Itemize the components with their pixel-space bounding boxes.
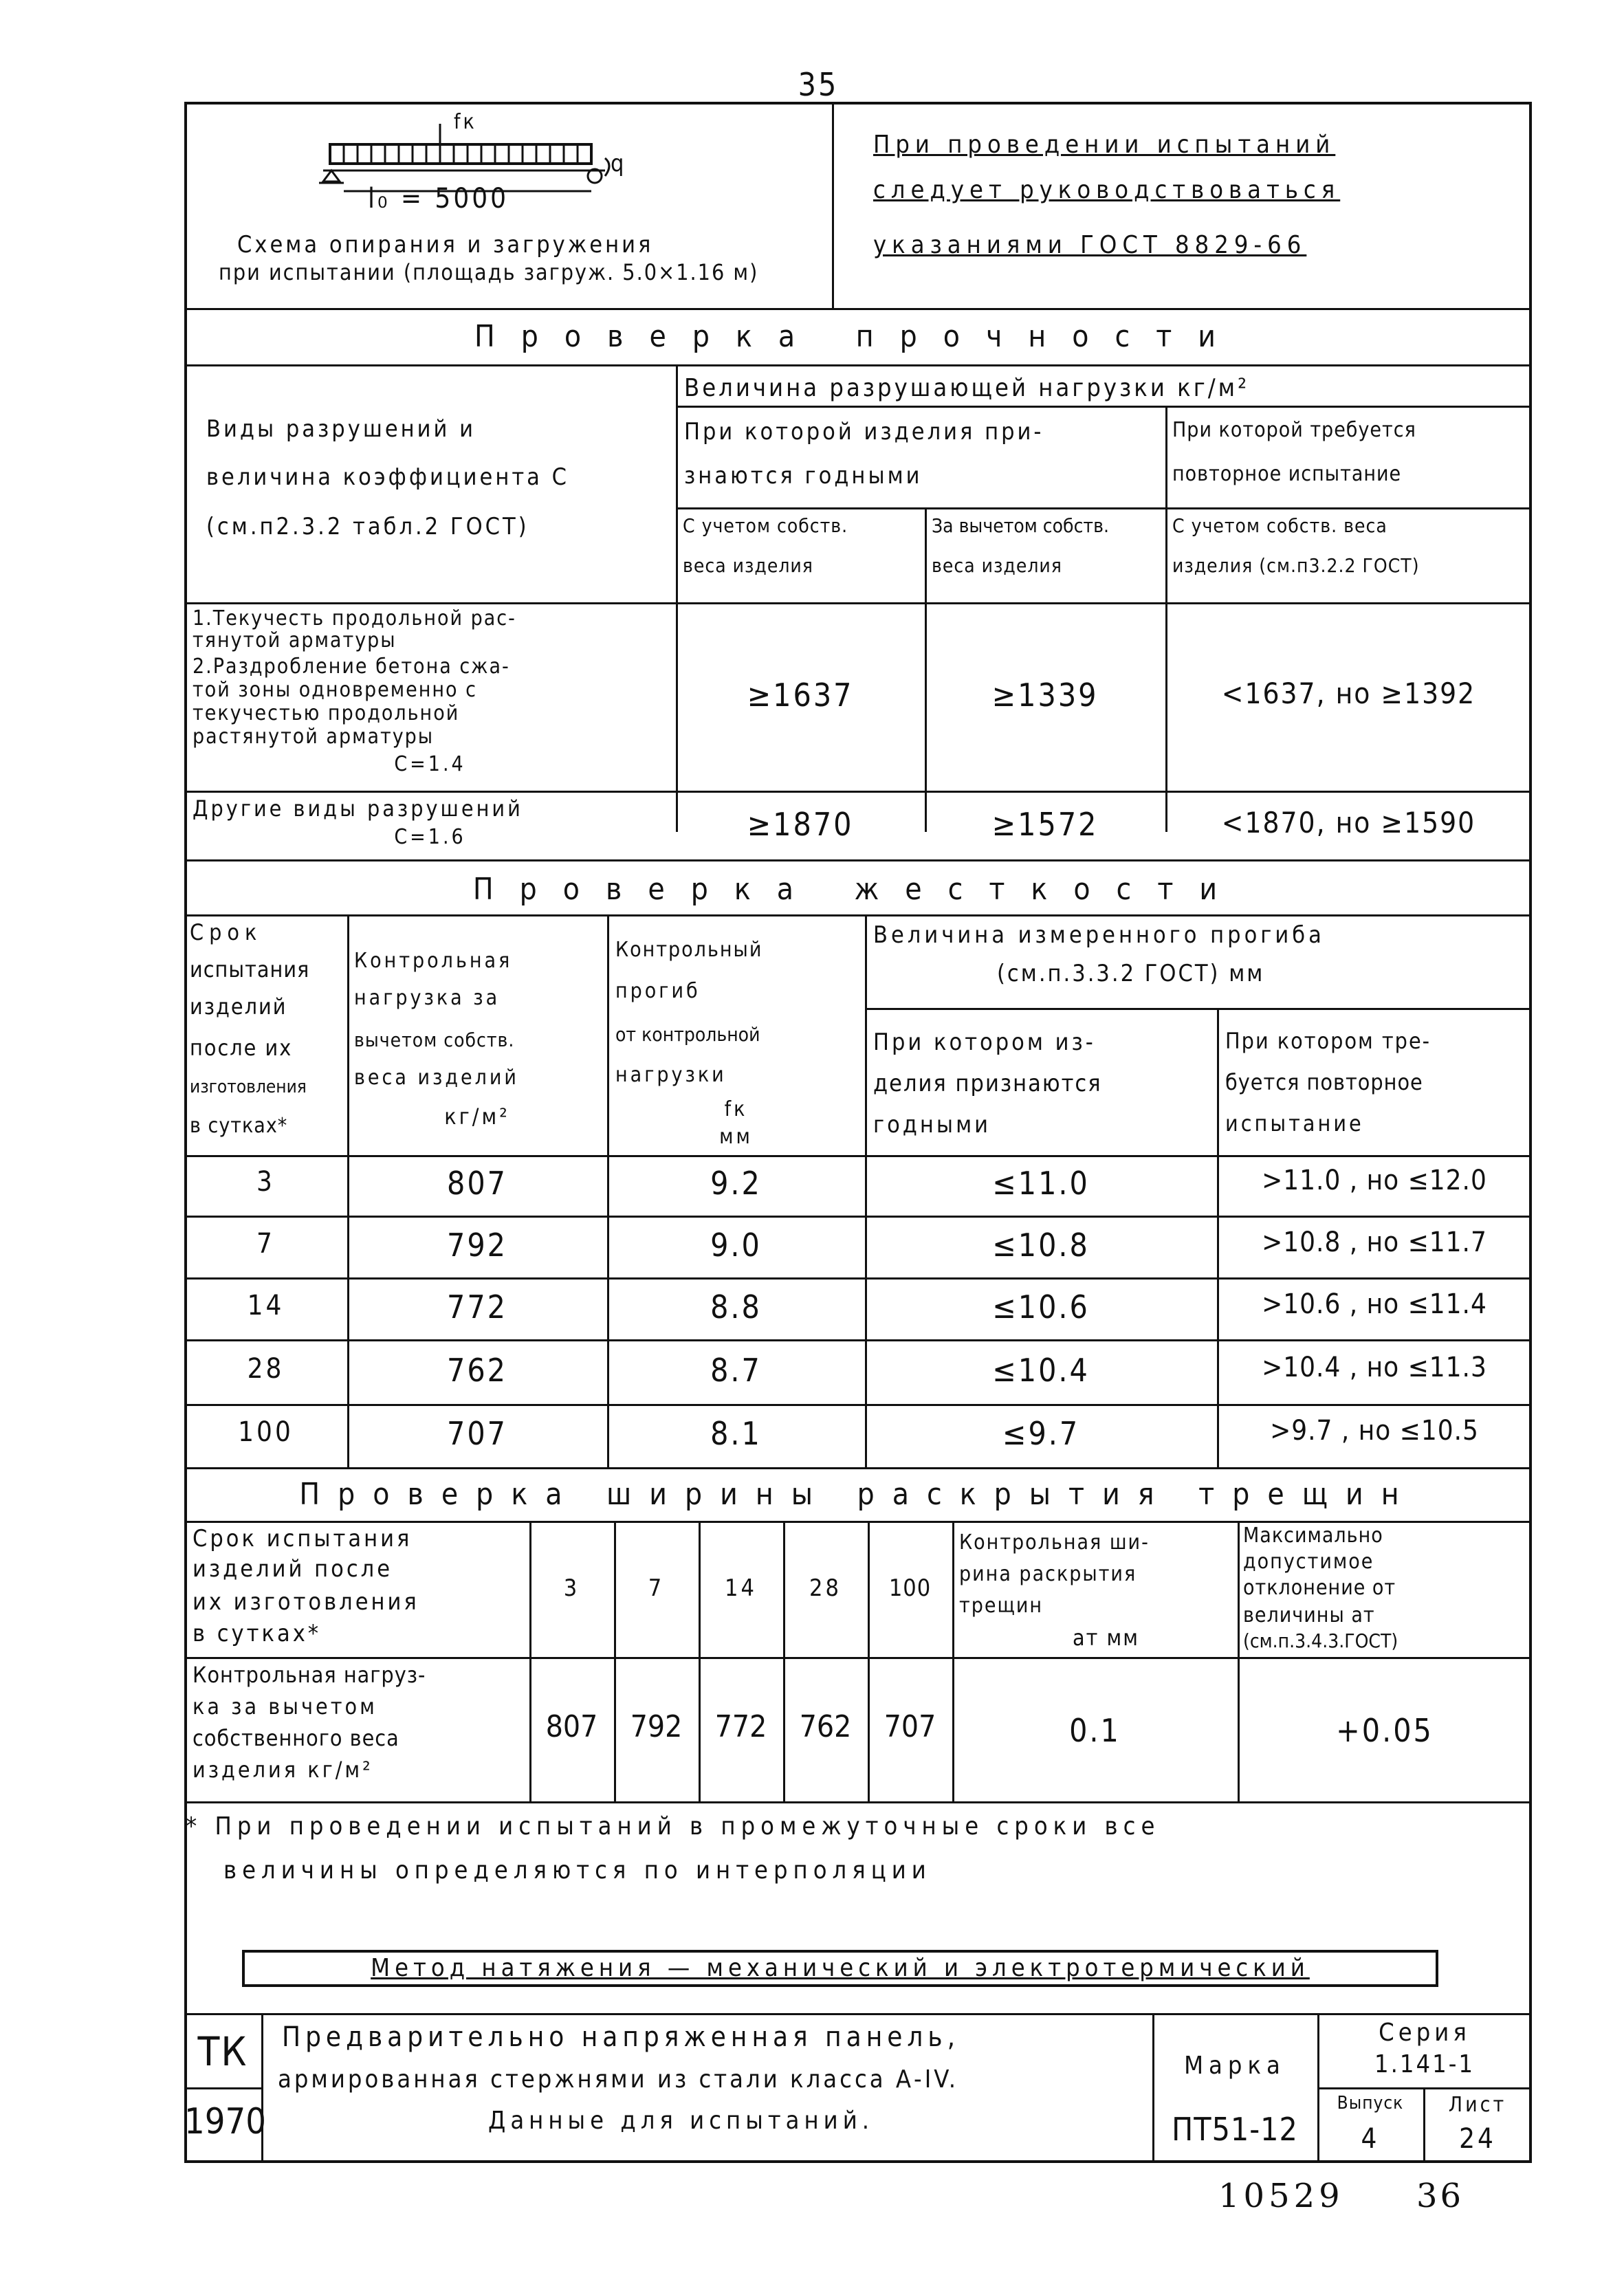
- retest-header-1: При которой требуется: [1172, 418, 1416, 442]
- crack-day: 7: [648, 1574, 665, 1602]
- good-header-2: знаются годными: [684, 462, 923, 490]
- failure-desc-line: той зоны одновременно с: [193, 678, 477, 702]
- crack-load-label: изделия кг/м²: [193, 1757, 373, 1783]
- failure-desc-line: Другие виды разрушений: [193, 795, 523, 822]
- stiffness-deflection: 8.7: [710, 1352, 762, 1389]
- failure-desc-line: растянутой арматуры: [193, 725, 435, 749]
- stiffness-good: ≤11.0: [992, 1165, 1090, 1202]
- crack-width-header: рина раскрытия: [959, 1562, 1137, 1586]
- stiffness-retest: >10.4 , но ≤11.3: [1262, 1352, 1487, 1383]
- stiffness-load: 762: [447, 1352, 507, 1389]
- stiffness-day: 3: [256, 1166, 275, 1198]
- good-deflection-header: делия признаются: [873, 1070, 1102, 1097]
- instructions-line-3: указаниями ГОСТ 8829-66: [873, 231, 1307, 259]
- crack-width-value: 0.1: [1069, 1712, 1121, 1749]
- strength-with-own: ≥1637: [747, 677, 854, 714]
- with-own-weight-2: веса изделия: [683, 554, 813, 577]
- scheme-caption-1: Схема опирания и загружения: [237, 231, 654, 259]
- stiffness-deflection: 8.1: [710, 1415, 762, 1452]
- retest-deflection-header: При котором тре-: [1225, 1028, 1431, 1054]
- load-label: q: [611, 150, 627, 177]
- marka-label: Марка: [1184, 2052, 1286, 2080]
- crack-load: 807: [545, 1709, 598, 1744]
- scheme-caption-2: при испытании (площадь загруж. 5.0×1.16 м): [219, 259, 759, 285]
- inventory-number: 10529: [1218, 2177, 1344, 2215]
- stiffness-deflection: 9.2: [710, 1165, 762, 1202]
- strength-without-own: ≥1572: [991, 806, 1099, 843]
- max-deviation-header: величины aт: [1243, 1603, 1375, 1627]
- deflection-header: от контрольной: [615, 1023, 760, 1046]
- stiffness-retest: >9.7 , но ≤10.5: [1270, 1415, 1479, 1447]
- strength-without-own: ≥1339: [991, 677, 1099, 714]
- crack-day: 28: [809, 1574, 842, 1602]
- crack-load: 792: [630, 1709, 683, 1744]
- strength-title: Проверка прочности: [474, 319, 1242, 354]
- deflection-unit: мм: [719, 1125, 753, 1149]
- crack-day: 3: [563, 1574, 580, 1602]
- crack-width-header: Контрольная ши-: [959, 1530, 1150, 1555]
- failure-desc-line: тянутой арматуры: [193, 628, 397, 652]
- crack-load: 762: [799, 1709, 852, 1744]
- failure-types-header-1: Виды разрушений и: [206, 415, 476, 443]
- sheet-number-handwritten: 36: [1416, 2177, 1464, 2215]
- failure-desc-line: текучестью продольной: [193, 701, 460, 725]
- cracks-title: Проверка ширины раскрытия трещин: [299, 1477, 1417, 1512]
- deflection-header: прогиб: [615, 979, 701, 1003]
- stiffness-load: 792: [447, 1227, 507, 1264]
- term-header: испытания: [190, 956, 310, 982]
- issue-label: Выпуск: [1337, 2093, 1404, 2113]
- strength-retest: <1637, но ≥1392: [1221, 677, 1476, 710]
- strength-retest: <1870, но ≥1590: [1221, 806, 1476, 839]
- without-own-weight-1: За вычетом собств.: [932, 514, 1109, 537]
- stiffness-load: 772: [447, 1288, 507, 1326]
- deflection-header: нагрузки: [615, 1063, 727, 1087]
- crack-term-label: изделий после: [193, 1555, 393, 1583]
- term-header: изделий: [190, 993, 287, 1020]
- series-label: Серия: [1379, 2019, 1471, 2047]
- crack-term-label: их изготовления: [193, 1588, 419, 1616]
- crack-load-label: Контрольная нагруз-: [193, 1662, 426, 1688]
- retest-own-weight-2: изделия (см.п3.2.2 ГОСТ): [1172, 554, 1420, 577]
- without-own-weight-2: веса изделия: [932, 554, 1062, 577]
- sheet-label: Лист: [1448, 2093, 1507, 2117]
- crack-load-label: ка за вычетом: [193, 1693, 377, 1720]
- stiffness-retest: >10.8 , но ≤11.7: [1262, 1227, 1487, 1258]
- footnote-line-2: величины определяются по интерполяции: [223, 1856, 932, 1885]
- max-deviation-header: допустимое: [1243, 1550, 1374, 1574]
- retest-header-2: повторное испытание: [1172, 462, 1402, 486]
- good-deflection-header: При котором из-: [873, 1029, 1096, 1056]
- tension-method: Метод натяжения — механический и электротермический: [371, 1954, 1310, 1982]
- footnote-line-1: * При проведении испытаний в промежуточные сроки все: [186, 1812, 1161, 1841]
- retest-own-weight-1: С учетом собств. веса: [1172, 514, 1387, 537]
- stiffness-good: ≤10.6: [992, 1288, 1090, 1326]
- retest-deflection-header: испытание: [1225, 1110, 1364, 1136]
- measured-deflection-ref: (см.п.3.3.2 ГОСТ) мм: [997, 960, 1265, 987]
- document-title-line-3: Данные для испытаний.: [488, 2107, 875, 2135]
- stiffness-retest: >11.0 , но ≤12.0: [1262, 1165, 1487, 1196]
- term-header: после их: [190, 1035, 293, 1061]
- term-header: изготовления: [190, 1077, 307, 1097]
- failure-desc-line: 1.Текучесть продольной рас-: [193, 606, 516, 630]
- page-number: 35: [798, 66, 839, 103]
- measured-deflection-header: Величина измеренного прогиба: [873, 921, 1325, 949]
- crack-day: 100: [888, 1574, 932, 1602]
- term-header: Срок: [190, 919, 263, 945]
- stiffness-load: 807: [447, 1165, 507, 1202]
- failure-coefficient: C=1.6: [394, 825, 466, 849]
- issue-value: 4: [1361, 2123, 1380, 2155]
- failure-desc-line: 2.Раздробление бетона сжа-: [193, 655, 510, 679]
- tk-label: ТК: [197, 2028, 248, 2075]
- good-header-1: При которой изделия при-: [684, 418, 1044, 446]
- crack-day: 14: [725, 1574, 757, 1602]
- max-deviation-header: Максимально: [1243, 1524, 1383, 1548]
- document-title-line-2: армированная стержнями из стали класса А-IV.: [278, 2065, 959, 2094]
- series-value: 1.141-1: [1374, 2050, 1475, 2078]
- load-header: вычетом собств.: [354, 1029, 515, 1051]
- stiffness-day: 100: [238, 1416, 294, 1448]
- crack-load: 772: [714, 1709, 767, 1744]
- stiffness-title: Проверка жесткости: [472, 872, 1244, 907]
- stiffness-retest: >10.6 , но ≤11.4: [1262, 1288, 1487, 1320]
- max-deviation-value: +0.05: [1336, 1712, 1434, 1749]
- deflection-label: fк: [454, 110, 477, 134]
- failure-coefficient: C=1.4: [394, 752, 466, 776]
- span-label: l₀ = 5000: [368, 183, 509, 215]
- stiffness-load: 707: [447, 1415, 507, 1452]
- instructions-line-2: следует руководствоваться: [873, 176, 1341, 204]
- crack-width-unit: aт мм: [1073, 1625, 1139, 1651]
- retest-deflection-header: буется повторное: [1225, 1069, 1423, 1095]
- crack-term-label: Срок испытания: [193, 1525, 413, 1552]
- stiffness-good: ≤10.4: [992, 1352, 1090, 1389]
- stiffness-day: 28: [247, 1353, 285, 1385]
- crack-width-header: трещин: [959, 1594, 1044, 1618]
- max-deviation-header: (см.п.3.4.3.ГОСТ): [1243, 1629, 1398, 1652]
- good-deflection-header: годными: [873, 1111, 991, 1139]
- sheet-value: 24: [1459, 2123, 1496, 2155]
- stiffness-good: ≤10.8: [992, 1227, 1090, 1264]
- stiffness-day: 14: [247, 1290, 285, 1321]
- stiffness-day: 7: [256, 1228, 275, 1260]
- crack-load: 707: [884, 1709, 936, 1744]
- stiffness-good: ≤9.7: [1002, 1415, 1080, 1452]
- failure-types-header-3: (см.п2.3.2 табл.2 ГОСТ): [206, 513, 529, 540]
- deflection-symbol: fк: [724, 1097, 748, 1121]
- stiffness-deflection: 9.0: [710, 1227, 762, 1264]
- instructions-line-1: При проведении испытаний: [873, 131, 1336, 159]
- failure-types-header-2: величина коэффициента C: [206, 463, 569, 491]
- max-deviation-header: отклонение от: [1243, 1576, 1396, 1600]
- crack-term-label: в сутках*: [193, 1620, 322, 1647]
- crack-load-label: собственного веса: [193, 1725, 399, 1751]
- load-header: нагрузка за: [354, 986, 501, 1010]
- deflection-header: Контрольный: [615, 938, 763, 962]
- document-title-line-1: Предварительно напряженная панель,: [282, 2021, 961, 2053]
- year-label: 1970: [184, 2101, 267, 2142]
- load-header: Контрольная: [354, 949, 513, 973]
- failure-load-header: Величина разрушающей нагрузки кг/м²: [684, 374, 1250, 402]
- load-header: веса изделий: [354, 1066, 519, 1090]
- strength-with-own: ≥1870: [747, 806, 854, 843]
- with-own-weight-1: С учетом собств.: [683, 514, 848, 537]
- stiffness-deflection: 8.8: [710, 1288, 762, 1326]
- load-unit: кг/м²: [444, 1103, 510, 1130]
- marka-value: ПТ51-12: [1172, 2111, 1298, 2148]
- term-header: в сутках*: [190, 1114, 288, 1138]
